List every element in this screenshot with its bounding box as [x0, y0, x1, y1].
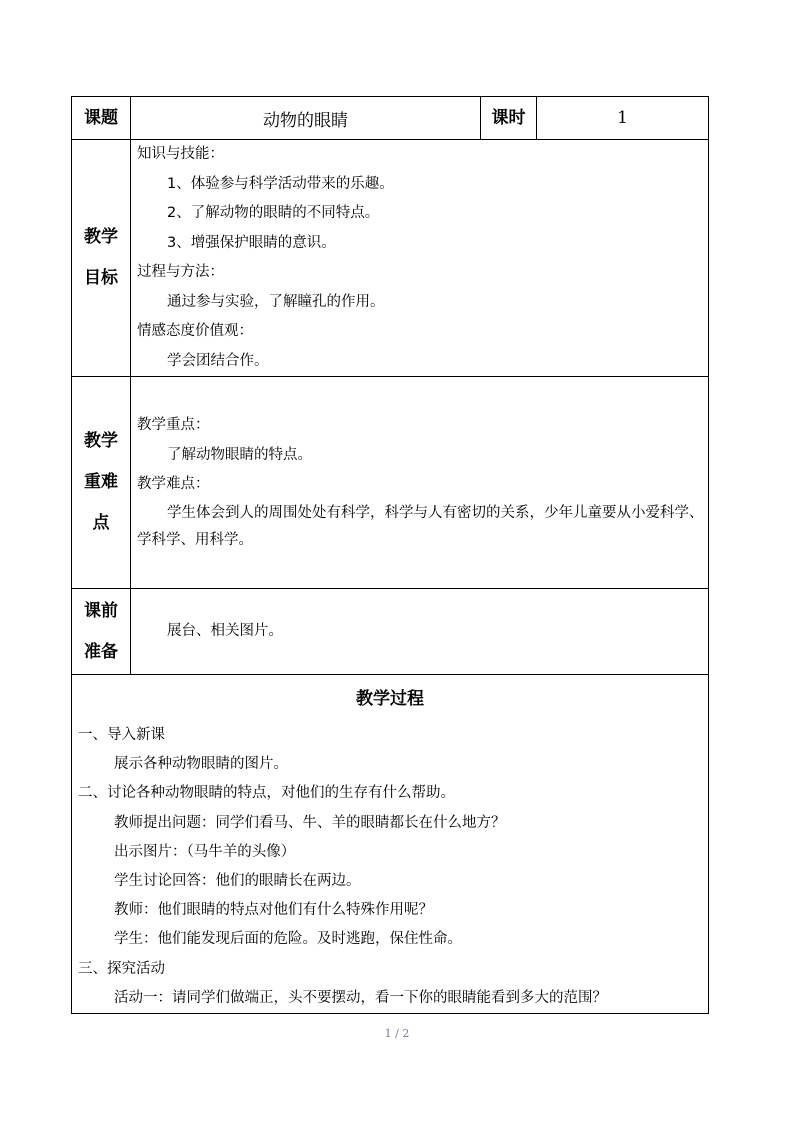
process-line: 学生讨论回答：他们的眼睛长在两边。: [114, 873, 361, 890]
goals-content: [131, 140, 709, 377]
process-line: 活动一：请同学们做端正，头不要摆动，看一下你的眼睛能看到多大的范围？: [114, 989, 607, 1006]
preparation-content: [131, 589, 709, 675]
preparation-text: 展台、相关图片。: [167, 622, 283, 639]
preparation-label: 课前 准备: [72, 589, 131, 675]
preparation-row: [72, 589, 709, 675]
goal-line: 2、了解动物的眼睛的不同特点。: [167, 205, 380, 221]
topic-value: 动物的眼睛: [131, 97, 481, 140]
lesson-plan-table: [71, 96, 709, 1014]
goal-line: 3、增强保护眼睛的意识。: [167, 234, 336, 251]
process-line: 学生：他们能发现后面的危险。及时逃跑，保住性命。: [114, 931, 462, 948]
process-line: 展示各种动物眼睛的图片。: [114, 756, 288, 773]
key-points-content: [131, 377, 709, 589]
goal-line: 情感态度价值观：: [137, 323, 253, 339]
process-cell: [72, 675, 709, 1014]
goals-row: [72, 140, 709, 377]
process-line: 出示图片：（马牛羊的头像）: [114, 843, 296, 860]
key-point-title: 教学重点：: [137, 417, 210, 434]
process-line: 二、讨论各种动物眼睛的特点，对他们的生存有什么帮助。: [78, 785, 455, 802]
process-line: 三、探究活动: [78, 960, 165, 977]
header-row: [72, 97, 709, 140]
difficult-point-text: 学生体会到人的周围处处有科学，科学与人有密切的关系，少年儿童要从小爱科学、学科学、用科学。: [137, 504, 704, 548]
process-line: 教师：他们眼睛的特点对他们有什么特殊作用呢？: [114, 902, 433, 919]
key-point-text: 了解动物眼睛的特点。: [167, 446, 312, 463]
difficult-point-title: 教学难点：: [137, 476, 210, 493]
key-points-label: 教学 重难 点: [72, 377, 131, 589]
key-points-row: [72, 377, 709, 589]
process-title: 教学过程: [356, 689, 424, 709]
goal-line: 过程与方法：: [137, 264, 224, 280]
goal-line: 知识与技能：: [137, 146, 224, 162]
process-row: [72, 675, 709, 1014]
goal-line: 通过参与实验，了解瞳孔的作用。: [167, 293, 385, 310]
goal-line: 学会团结合作。: [167, 352, 269, 369]
goal-line: 1、体验参与科学活动带来的乐趣。: [167, 175, 394, 192]
process-line: 一、导入新课: [78, 727, 165, 743]
period-label: 课时: [481, 97, 537, 140]
process-lines: [72, 721, 708, 1013]
goals-lines: [137, 140, 704, 376]
process-line: 教师提出问题：同学们看马、牛、羊的眼睛都长在什么地方？: [114, 814, 506, 831]
period-value: 1: [537, 97, 709, 140]
topic-label: 课题: [72, 97, 131, 140]
goals-label: 教学 目标: [72, 140, 131, 377]
page-number: 1 / 2: [384, 1027, 410, 1040]
